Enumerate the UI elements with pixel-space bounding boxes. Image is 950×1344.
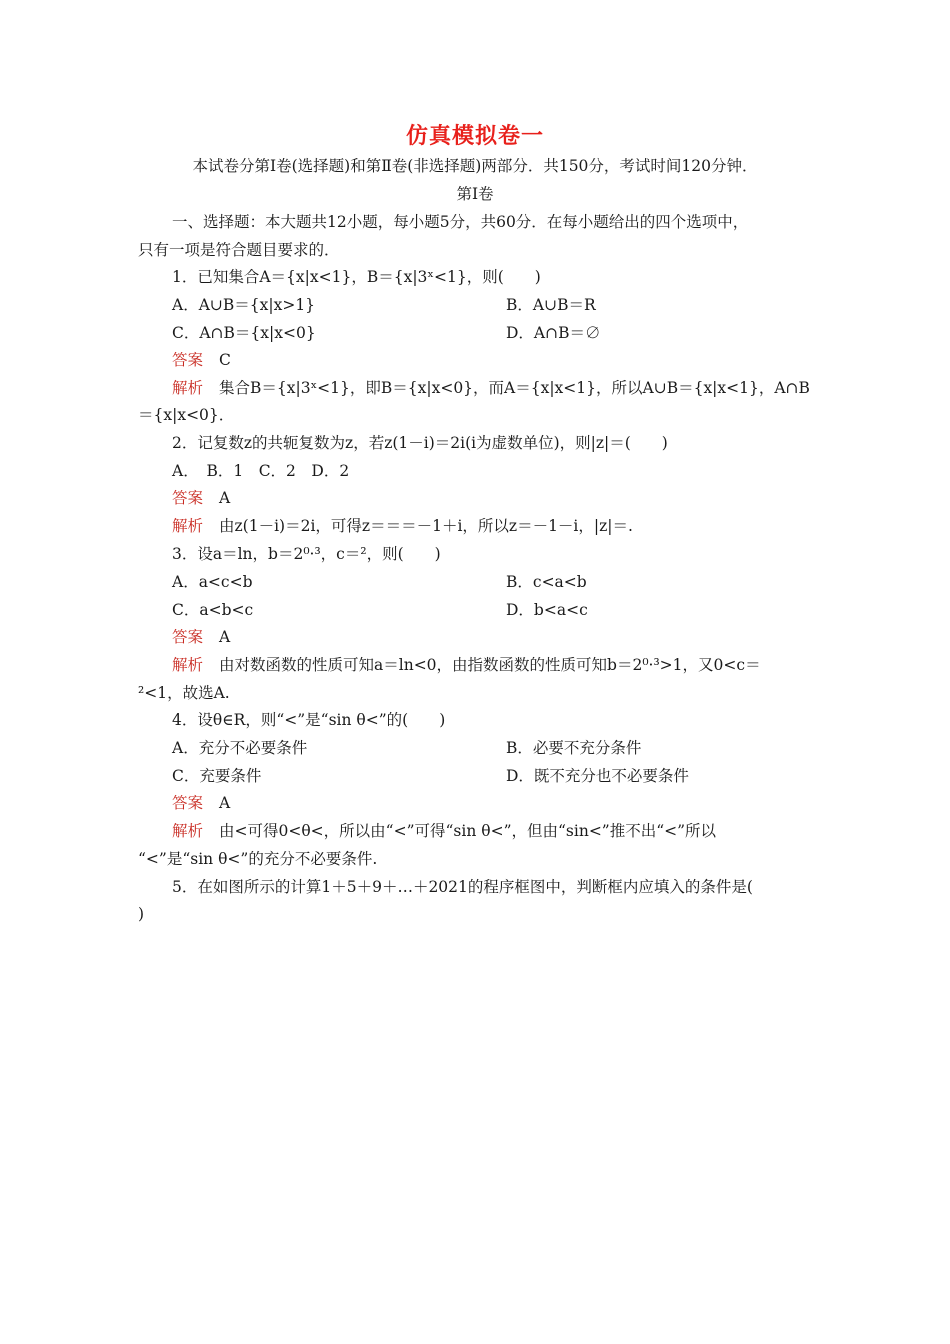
q2-answer-row [172, 488, 230, 508]
q2-options: A． B．1 C．2 D．2 [172, 462, 350, 480]
q4-option-b: B．必要不充分条件 [506, 739, 642, 757]
q1-analysis-row [172, 378, 810, 398]
q1-option-d: D．A∩B＝∅ [506, 324, 601, 342]
q3-analysis-row [172, 655, 761, 675]
answer-label: 答案 [172, 794, 204, 812]
q3-analysis-line1: 由对数函数的性质可知a＝ln<0，由指数函数的性质可知b＝2⁰·³>1，又0<c＝ [219, 656, 761, 674]
q2-stem: 2．记复数z的共轭复数为z，若z(1－i)＝2i(i为虚数单位)，则|z|＝( ) [172, 434, 668, 452]
answer-label: 答案 [172, 489, 204, 507]
q1-answer: C [219, 351, 231, 369]
q1-option-c: C．A∩B＝{x|x<0} [172, 324, 316, 342]
q5-stem-line1: 5．在如图所示的计算1＋5＋9＋…＋2021的程序框图中，判断框内应填入的条件是( [172, 878, 753, 896]
q2-analysis-line1: 由z(1－i)＝2i，可得z＝＝＝－1＋i，所以z＝－1－i，|z|＝. [219, 517, 633, 535]
q1-analysis-line2: ＝{x|x<0}． [138, 406, 235, 424]
q3-option-a: A．a<c<b [172, 573, 253, 591]
q2-analysis-row [172, 516, 633, 536]
q1-stem: 1．已知集合A＝{x|x<1}，B＝{x|3ˣ<1}，则( ) [172, 268, 541, 286]
volume-heading: 第Ⅰ卷 [456, 185, 494, 203]
q4-answer-row [172, 793, 230, 813]
q3-option-d: D．b<a<c [506, 601, 588, 619]
q4-option-a: A．充分不必要条件 [172, 739, 308, 757]
q4-option-c: C．充要条件 [172, 767, 262, 785]
q4-answer: A [219, 794, 231, 812]
analysis-label: 解析 [172, 822, 204, 840]
answer-label: 答案 [172, 351, 204, 369]
q1-option-b: B．A∪B＝R [506, 296, 596, 314]
q5-stem-line2: ) [138, 905, 145, 923]
q3-option-c: C．a<b<c [172, 601, 254, 619]
analysis-label: 解析 [172, 656, 204, 674]
answer-label: 答案 [172, 628, 204, 646]
q4-analysis-row [172, 821, 716, 841]
q3-stem: 3．设a＝ln，b＝2⁰·³，c＝²，则( ) [172, 545, 441, 563]
q3-answer: A [219, 628, 231, 646]
q3-analysis-line2: ²<1，故选A. [138, 684, 230, 702]
q3-answer-row [172, 627, 230, 647]
exam-intro: 本试卷分第Ⅰ卷(选择题)和第Ⅱ卷(非选择题)两部分．共150分，考试时间120分钟． [192, 157, 758, 175]
page-title: 仿真模拟卷一 [405, 123, 544, 149]
section-instructions-line2: 只有一项是符合题目要求的． [138, 241, 340, 259]
q1-option-a: A．A∪B＝{x|x>1} [172, 296, 316, 314]
q4-stem: 4．设θ∈R，则“<”是“sin θ<”的( ) [172, 711, 446, 729]
q4-option-d: D．既不充分也不必要条件 [506, 767, 689, 785]
analysis-label: 解析 [172, 379, 204, 397]
q2-answer: A [219, 489, 231, 507]
q4-analysis-line2: “<”是“sin θ<”的充分不必要条件. [138, 850, 378, 868]
q3-option-b: B．c<a<b [506, 573, 587, 591]
q4-analysis-line1: 由<可得0<θ<，所以由“<”可得“sin θ<”，但由“sin<”推不出“<”所以 [219, 822, 717, 840]
q1-answer-row [172, 350, 231, 370]
analysis-label: 解析 [172, 517, 204, 535]
q1-analysis-line1: 集合B＝{x|3ˣ<1}，即B＝{x|x<0}，而A＝{x|x<1}，所以A∪B＝{x|x<1}，A∩B [219, 379, 810, 397]
section-instructions-line1: 一、选择题：本大题共12小题，每小题5分，共60分．在每小题给出的四个选项中， [172, 213, 749, 231]
